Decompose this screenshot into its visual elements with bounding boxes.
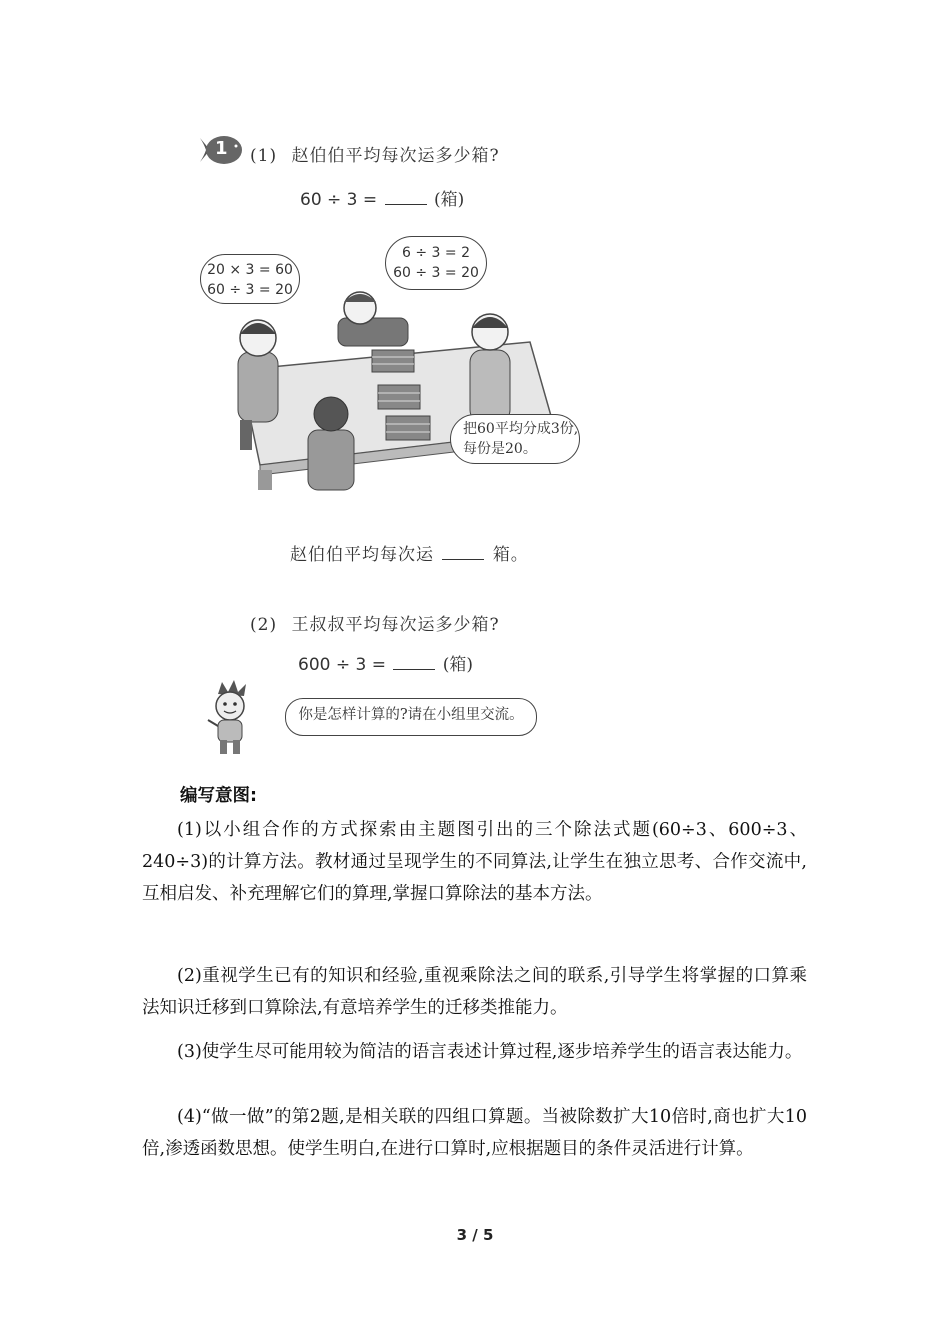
notes-paragraph-1: (1)以小组合作的方式探索由主题图引出的三个除法式题(60÷3、600÷3、240÷3)的计算方法。教材通过呈现学生的不同算法,让学生在独立思考、合作交流中,互相启发、补充理解它们的算理,掌握口算除法的基本方法。: [142, 820, 807, 904]
bubble-right-line1: 把60平均分成3份,: [463, 421, 579, 437]
question-1-label: (1): [250, 146, 278, 166]
question-1: [250, 141, 500, 166]
question-2-label: (2): [250, 615, 278, 635]
prompt-bubble: [285, 698, 537, 736]
answer-blank-3[interactable]: [393, 655, 435, 670]
classroom-illustration: [200, 290, 570, 500]
answer-blank-1[interactable]: [385, 190, 427, 205]
equation-2: [298, 650, 473, 675]
equation-1-unit: (箱): [433, 190, 465, 210]
bubble-right-line2: 每份是20。: [463, 441, 537, 457]
equation-1-left: 60 ÷ 3 =: [300, 190, 378, 210]
bubble-top-line2: 60 ÷ 3 = 20: [393, 265, 479, 281]
problem-number: 1: [215, 138, 228, 159]
notes-paragraph-3: (3)使学生尽可能用较为简洁的语言表述计算过程,逐步培养学生的语言表达能力。: [177, 1042, 803, 1062]
speech-bubble-left: [200, 254, 300, 304]
equation-2-left: 600 ÷ 3 =: [298, 655, 386, 675]
question-2-text: 王叔叔平均每次运多少箱?: [291, 615, 500, 635]
page-number: 3 / 5: [456, 1226, 494, 1244]
mascot-character: [200, 680, 260, 756]
answer-sentence: [290, 540, 529, 565]
equation-1: [300, 185, 464, 210]
bubble-left-line2: 60 ÷ 3 = 20: [207, 282, 293, 298]
equation-2-unit: (箱): [442, 655, 474, 675]
answer-suffix: 箱。: [492, 545, 529, 565]
bubble-left-line1: 20 × 3 = 60: [207, 262, 293, 278]
speech-bubble-top: [385, 236, 487, 290]
bubble-top-line1: 6 ÷ 3 = 2: [402, 245, 470, 261]
notes-paragraph-4: (4)“做一做”的第2题,是相关联的四组口算题。当被除数扩大10倍时,商也扩大10倍,渗透函数思想。使学生明白,在进行口算时,应根据题目的条件灵活进行计算。: [142, 1107, 807, 1159]
notes-paragraph-2: (2)重视学生已有的知识和经验,重视乘除法之间的联系,引导学生将掌握的口算乘法知识迁移到口算除法,有意培养学生的迁移类推能力。: [142, 966, 807, 1018]
answer-prefix: 赵伯伯平均每次运: [290, 545, 434, 565]
answer-blank-2[interactable]: [442, 545, 484, 560]
prompt-bubble-text: 你是怎样计算的?请在小组里交流。: [298, 707, 524, 723]
question-2: [250, 610, 500, 635]
notes-heading: 编写意图:: [180, 786, 257, 806]
speech-bubble-right: [450, 414, 580, 464]
question-1-text: 赵伯伯平均每次运多少箱?: [291, 146, 500, 166]
